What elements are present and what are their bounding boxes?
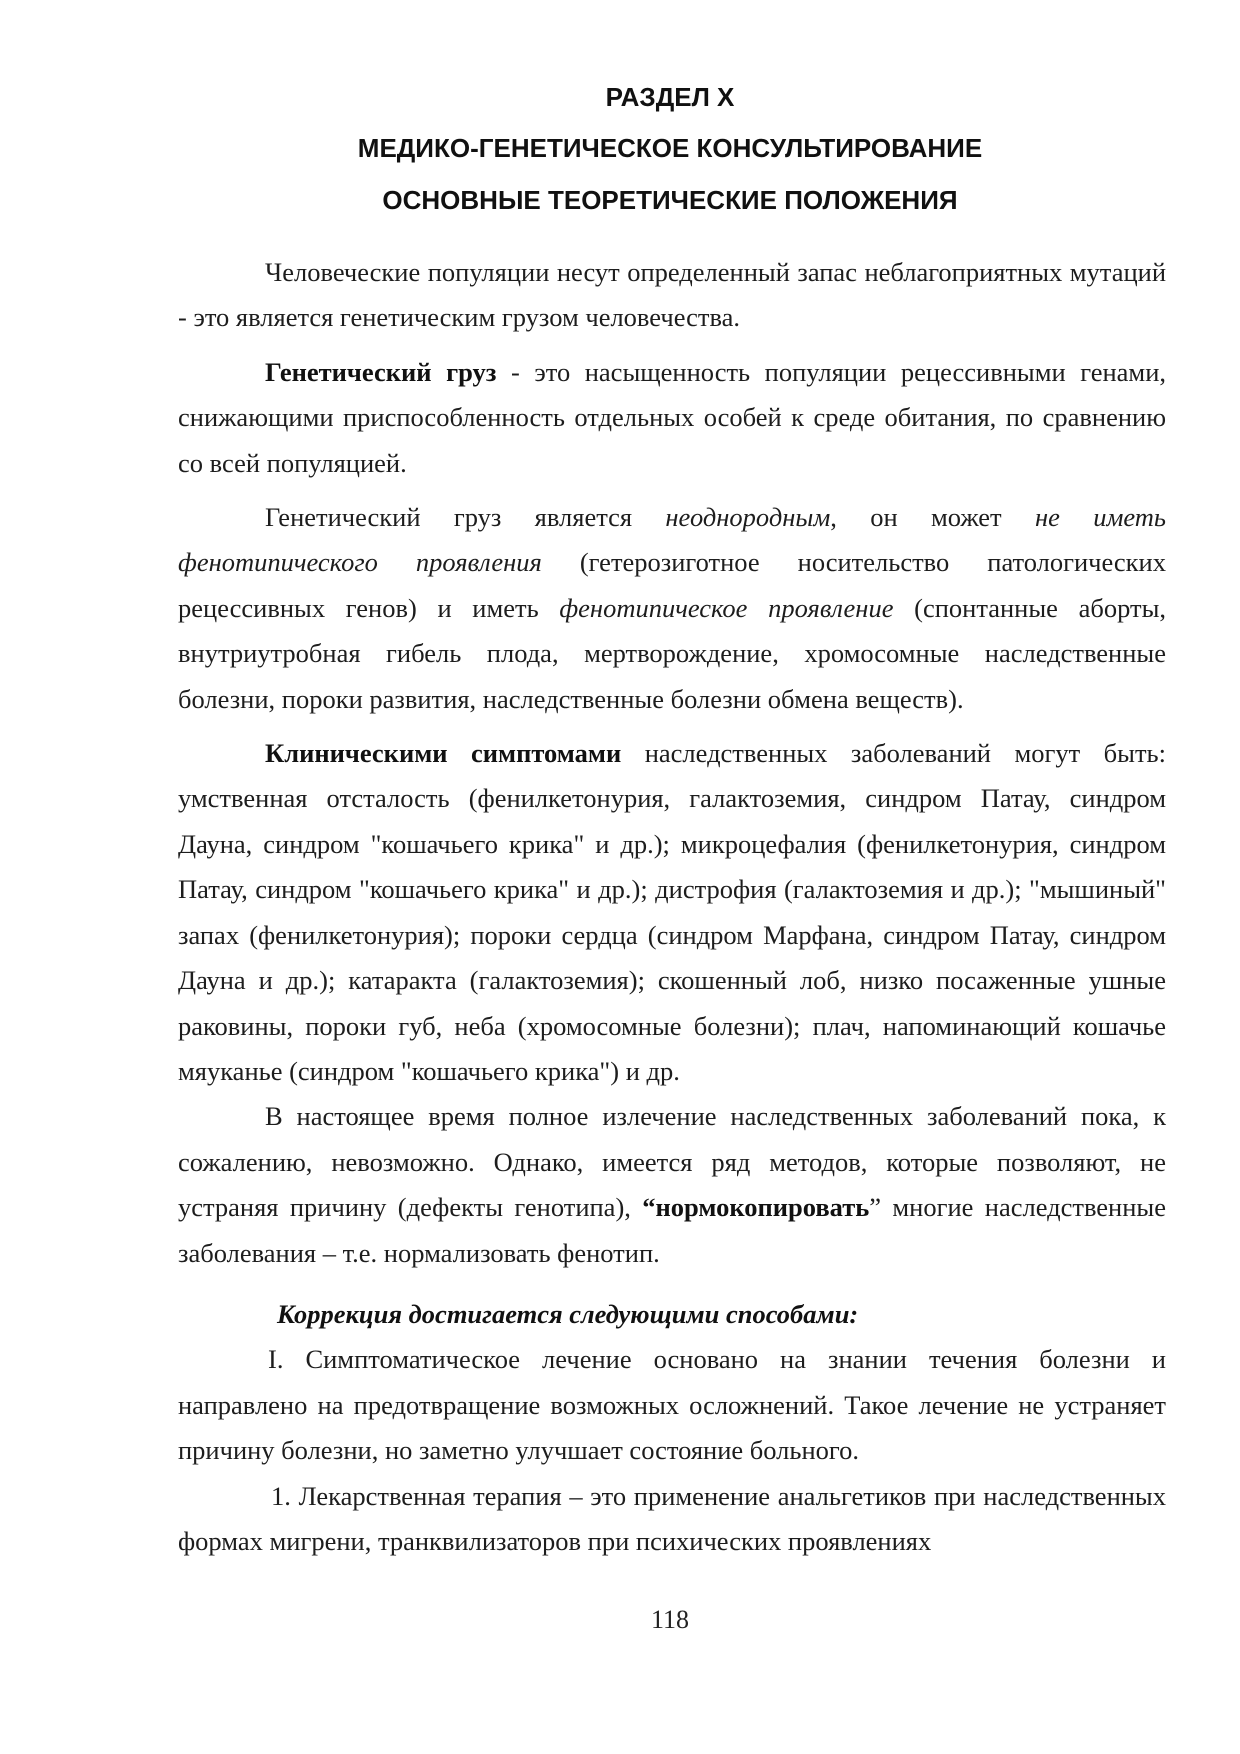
body-text	[178, 250, 1166, 1564]
paragraph-genetic-load-definition: Генетический груз - это насыщенность популяции рецессивными генами, снижающими приспособленность отдельных особей к среде обитания, по сравнению со всей популяцией.	[178, 356, 1167, 478]
paragraph-genetic-load-types: Генетический груз является неоднородным, он может не иметь фенотипического проявления (гетерозиготное носительство патологических рецессивных генов) и иметь фенотипическое проявление (спонтанные аборты, внутриутробная гибель плода, мертворождение, хромосомные наследственные болезни, пороки развития, наследственные болезни обмена веществ).	[178, 502, 1167, 714]
paragraph-treatment-methods: В настоящее время полное излечение наследственных заболеваний пока, к сожалению, невозможно. Однако, имеется ряд методов, которые позволяют, не устраняя причину (дефекты генотипа), “нормокопировать” многие наследственные заболевания – т.е. нормализовать фенотип.	[178, 1101, 1166, 1268]
paragraph-clinical-symptoms: Клиническими симптомами наследственных заболеваний могут быть: умственная отсталость (фенилкетонурия, галактоземия, синдром Патау, синдром Дауна, синдром "кошачьего крика" и др.); микроцефалия (фенилкетонурия, синдром Патау, синдром "кошачьего крика" и др.); дистрофия (галактоземия и др.); "мышиный" запах (фенилкетонурия); пороки сердца (синдром Марфана, синдром Патау, синдром Дауна и др.); катаракта (галактоземия); скошенный лоб, низко посаженные ушные раковины, пороки губ, неба (хромосомные болезни); плач, напоминающий кошачье мяуканье (синдром "кошачьего крика") и др.	[178, 738, 1166, 1086]
term-genetic-load: Генетический груз	[265, 356, 497, 387]
paragraph-drug-therapy: 1. Лекарственная терапия – это применение анальгетиков при наследственных формах мигрени, транквилизаторов при психических проявлениях	[178, 1480, 1166, 1556]
emphasis-no-phenotypic: не иметь фенотипического проявления	[178, 502, 1166, 578]
page-number: 118	[650, 1605, 690, 1634]
term-clinical-symptoms: Клиническими симптомами	[265, 738, 622, 769]
correction-heading: Коррекция достигается следующими способами:	[277, 1298, 859, 1329]
section-heading: РАЗДЕЛ Х	[605, 82, 735, 112]
term-normocopy: “нормокопировать	[642, 1192, 870, 1223]
chapter-subtitle: ОСНОВНЫЕ ТЕОРЕТИЧЕСКИЕ ПОЛОЖЕНИЯ	[382, 185, 958, 215]
emphasis-heterogeneous: неоднородным	[665, 502, 831, 533]
paragraph-symptomatic-treatment: I. Симптоматическое лечение основано на знании течения болезни и направлено на предотвращение возможных осложнений. Такое лечение не устраняет причину болезни, но заметно улучшает состояние больного.	[178, 1344, 1166, 1466]
emphasis-phenotypic: фенотипическое проявление	[559, 592, 894, 623]
paragraph-genetic-load-intro: Человеческие популяции несут определенный запас неблагоприятных мутаций - это является генетическим грузом человечества.	[178, 257, 1166, 333]
chapter-title: МЕДИКО-ГЕНЕТИЧЕСКОЕ КОНСУЛЬТИРОВАНИЕ	[357, 133, 983, 163]
